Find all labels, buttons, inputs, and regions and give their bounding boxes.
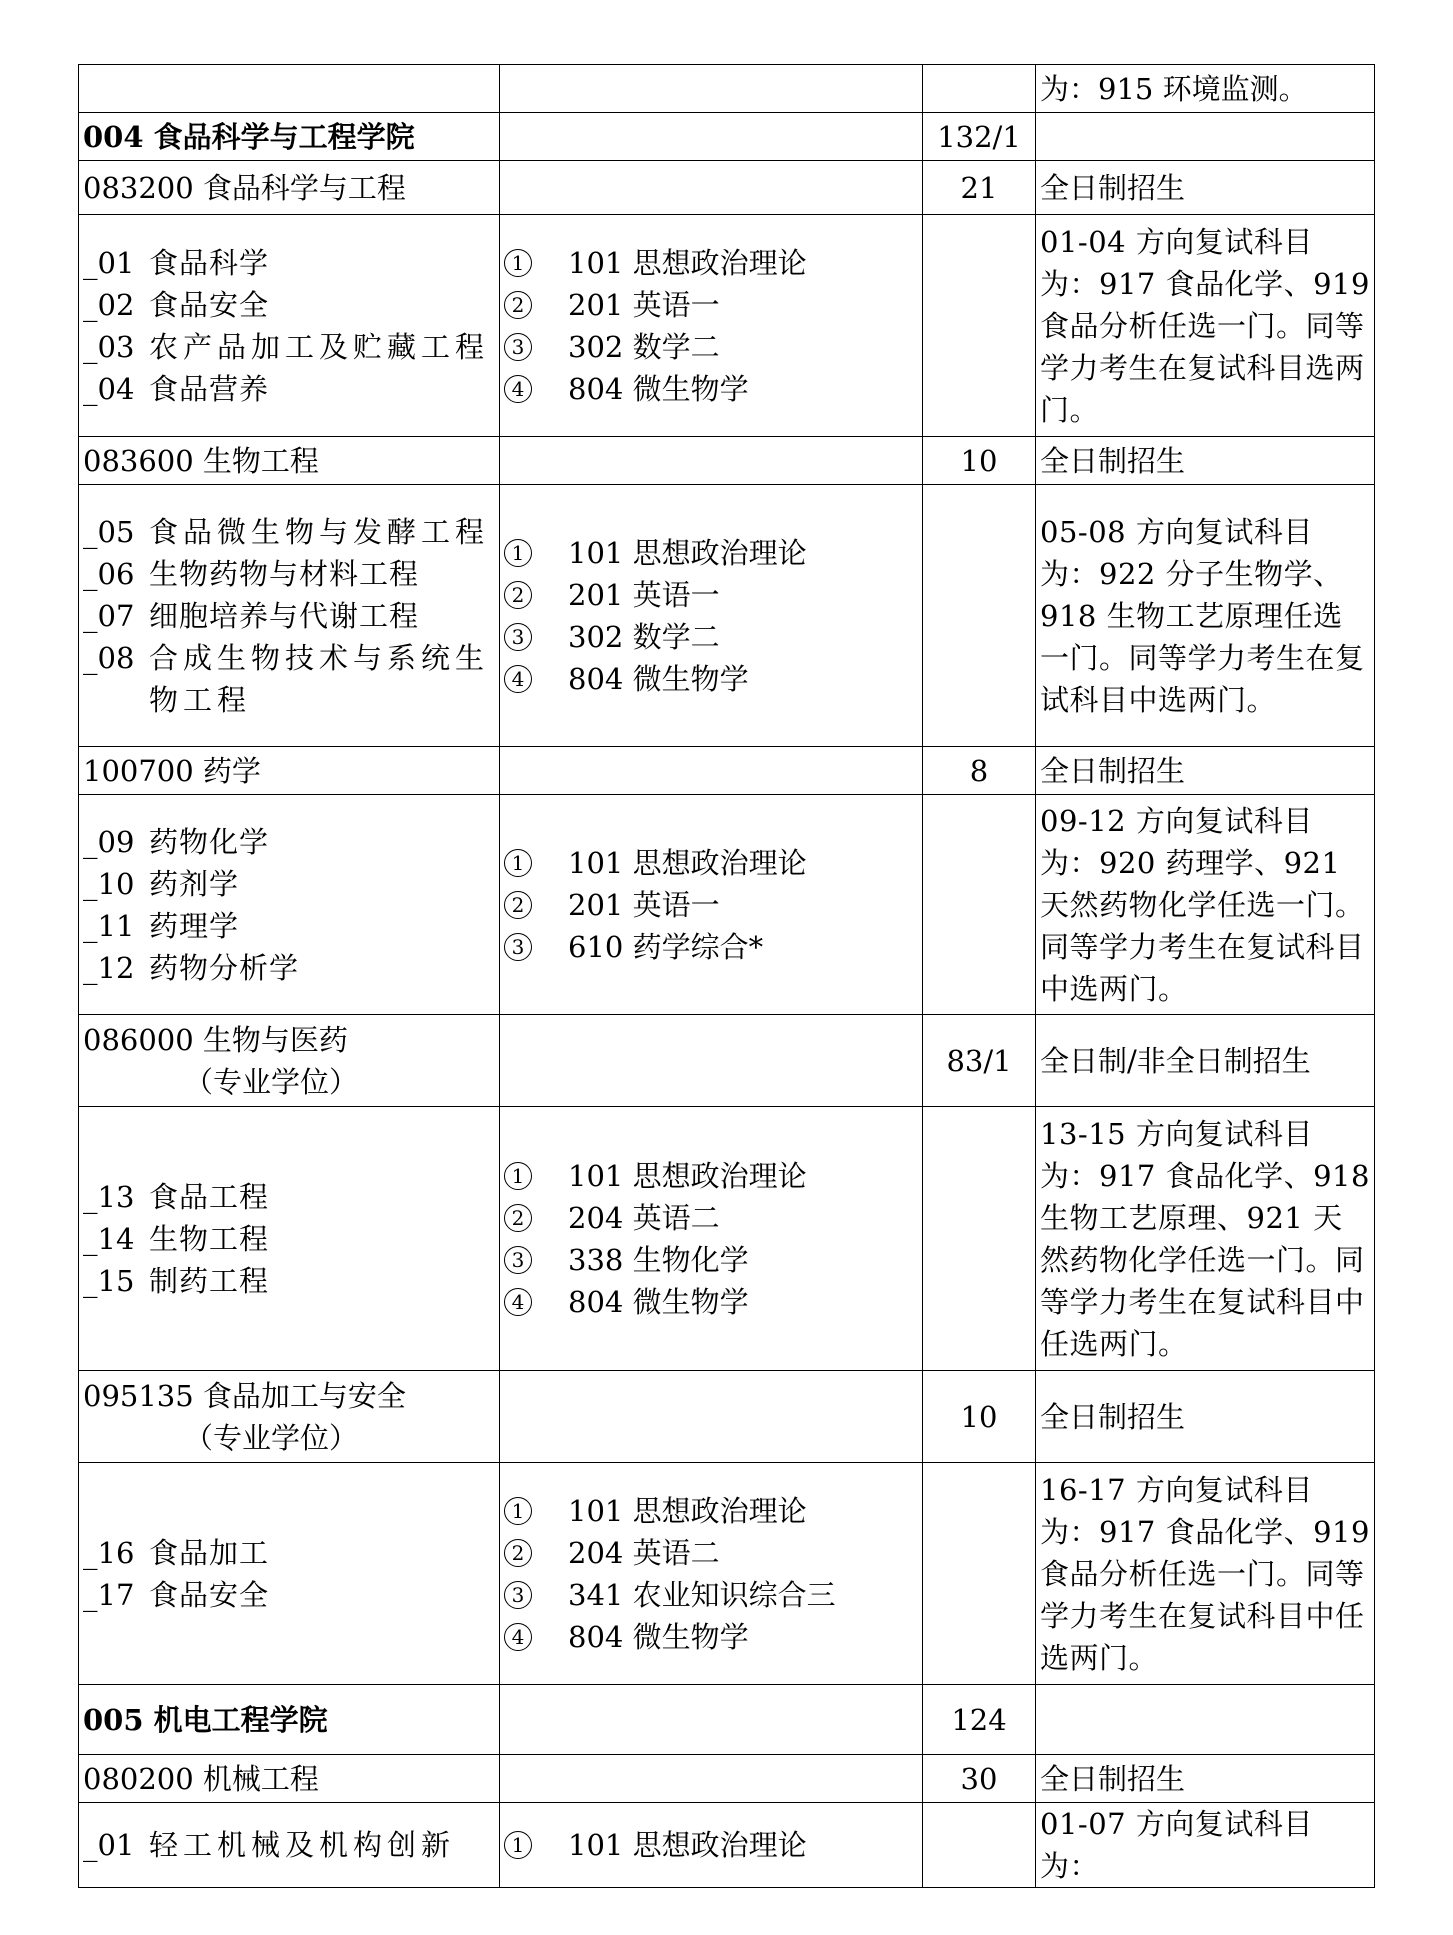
enrollment-mode: 全日制招生 <box>1036 437 1375 485</box>
direction-list <box>79 215 500 437</box>
retest-note: 05-08 方向复试科目为：922 分子生物学、918 生物工艺原理任选一门。同等学力考生在复试科目中选两门。 <box>1036 485 1375 747</box>
major-row-086000 <box>79 1015 1375 1107</box>
exam-subjects <box>500 795 923 1015</box>
exam-item: 1 101 思想政治理论 <box>504 842 918 884</box>
enrollment-mode: 全日制招生 <box>1036 161 1375 215</box>
circled-number: 2 <box>504 581 532 609</box>
major-name: 083200 食品科学与工程 <box>79 161 500 215</box>
cell-empty <box>500 1015 923 1107</box>
direction-item: _01 食品科学 <box>83 245 270 280</box>
enrollment-count: 10 <box>923 1371 1036 1463</box>
direction-item: _13 食品工程 <box>83 1179 270 1214</box>
direction-item: _14 生物工程 <box>83 1221 270 1256</box>
retest-note: 13-15 方向复试科目为：917 食品化学、918 生物工艺原理、921 天然药物化学任选一门。同等学力考生在复试科目中任选两门。 <box>1036 1107 1375 1371</box>
cell-empty <box>500 437 923 485</box>
enrollment-count: 8 <box>923 747 1036 795</box>
circled-number: 4 <box>504 1623 532 1651</box>
circled-number: 1 <box>504 249 532 277</box>
exam-item: 2 201 英语一 <box>504 284 918 326</box>
exam-item: 4 804 微生物学 <box>504 658 918 700</box>
direction-list <box>79 1803 500 1888</box>
major-row-083600 <box>79 437 1375 485</box>
exam-item: 1 101 思想政治理论 <box>504 1490 918 1532</box>
exam-subjects <box>500 485 923 747</box>
circled-number: 3 <box>504 333 532 361</box>
cell-empty <box>500 747 923 795</box>
exam-item: 1 101 思想政治理论 <box>504 1824 918 1866</box>
cell-empty <box>1036 1685 1375 1755</box>
direction-item: _02 食品安全 <box>83 287 270 322</box>
enrollment-count: 83/1 <box>923 1015 1036 1107</box>
retest-note: 09-12 方向复试科目为：920 药理学、921 天然药物化学任选一门。同等学力考生在复试科目中选两门。 <box>1036 795 1375 1015</box>
circled-number: 1 <box>504 1497 532 1525</box>
cell-empty <box>500 1371 923 1463</box>
exam-subjects <box>500 1463 923 1685</box>
cell-empty <box>500 65 923 113</box>
school-row-004 <box>79 113 1375 161</box>
cell-empty <box>500 113 923 161</box>
circled-number: 3 <box>504 623 532 651</box>
direction-item: _16 食品加工 <box>83 1535 270 1570</box>
direction-item: _12 药物分析学 <box>83 950 300 985</box>
direction-list <box>79 485 500 747</box>
exam-subjects <box>500 1803 923 1888</box>
note-cell: 为：915 环境监测。 <box>1036 65 1375 113</box>
enrollment-mode: 全日制/非全日制招生 <box>1036 1015 1375 1107</box>
cell-empty <box>1036 113 1375 161</box>
exam-item: 2 204 英语二 <box>504 1532 918 1574</box>
direction-item: _10 药剂学 <box>83 866 240 901</box>
exam-item: 3 302 数学二 <box>504 616 918 658</box>
cell-empty <box>923 795 1036 1015</box>
enrollment-count: 21 <box>923 161 1036 215</box>
exam-item: 1 101 思想政治理论 <box>504 1155 918 1197</box>
cell-empty <box>79 65 500 113</box>
enrollment-mode: 全日制招生 <box>1036 747 1375 795</box>
major-name: 083600 生物工程 <box>79 437 500 485</box>
exam-item: 3 302 数学二 <box>504 326 918 368</box>
direction-item: _07 细胞培养与代谢工程 <box>83 598 420 633</box>
circled-number: 4 <box>504 375 532 403</box>
table-row <box>79 65 1375 113</box>
circled-number: 1 <box>504 849 532 877</box>
circled-number: 2 <box>504 891 532 919</box>
direction-list <box>79 795 500 1015</box>
major-row-100700 <box>79 747 1375 795</box>
directions-row <box>79 215 1375 437</box>
cell-empty <box>500 1755 923 1803</box>
circled-number: 3 <box>504 1246 532 1274</box>
circled-number: 1 <box>504 1831 532 1859</box>
school-name: 005 机电工程学院 <box>79 1685 500 1755</box>
cell-empty <box>500 161 923 215</box>
circled-number: 4 <box>504 665 532 693</box>
direction-item: _09 药物化学 <box>83 824 270 859</box>
enrollment-mode: 全日制招生 <box>1036 1755 1375 1803</box>
exam-subjects <box>500 215 923 437</box>
circled-number: 3 <box>504 1581 532 1609</box>
major-name: 080200 机械工程 <box>79 1755 500 1803</box>
direction-item: _11 药理学 <box>83 908 240 943</box>
enrollment-count: 30 <box>923 1755 1036 1803</box>
retest-note: 16-17 方向复试科目为：917 食品化学、919 食品分析任选一门。同等学力考生在复试科目中任选两门。 <box>1036 1463 1375 1685</box>
retest-note: 01-04 方向复试科目为：917 食品化学、919 食品分析任选一门。同等学力考生在复试科目选两门。 <box>1036 215 1375 437</box>
directions-row <box>79 1107 1375 1371</box>
major-row-080200 <box>79 1755 1375 1803</box>
circled-number: 2 <box>504 291 532 319</box>
exam-item: 2 204 英语二 <box>504 1197 918 1239</box>
cell-empty <box>923 1803 1036 1888</box>
admission-catalog-table <box>78 64 1375 1888</box>
direction-item: _08 合成生物技术与系统生物工程 <box>83 640 490 717</box>
cell-empty <box>923 1463 1036 1685</box>
circled-number: 1 <box>504 539 532 567</box>
school-row-005 <box>79 1685 1375 1755</box>
direction-item: _06 生物药物与材料工程 <box>83 556 420 591</box>
circled-number: 2 <box>504 1204 532 1232</box>
enrollment-count: 10 <box>923 437 1036 485</box>
cell-empty <box>500 1685 923 1755</box>
major-row-083200 <box>79 161 1375 215</box>
exam-item: 2 201 英语一 <box>504 574 918 616</box>
direction-item: _04 食品营养 <box>83 371 270 406</box>
exam-item: 3 610 药学综合* <box>504 926 918 968</box>
major-name: 100700 药学 <box>79 747 500 795</box>
degree-type: （专业学位） <box>184 1064 359 1099</box>
exam-item: 1 101 思想政治理论 <box>504 532 918 574</box>
enrollment-count: 132/1 <box>923 113 1036 161</box>
exam-item: 3 341 农业知识综合三 <box>504 1574 918 1616</box>
cell-empty <box>923 1107 1036 1371</box>
exam-item: 4 804 微生物学 <box>504 1616 918 1658</box>
exam-item: 4 804 微生物学 <box>504 1281 918 1323</box>
exam-item: 3 338 生物化学 <box>504 1239 918 1281</box>
direction-list <box>79 1463 500 1685</box>
direction-item: _17 食品安全 <box>83 1577 270 1612</box>
school-name: 004 食品科学与工程学院 <box>79 113 500 161</box>
retest-note: 01-07 方向复试科目为： <box>1036 1803 1375 1888</box>
directions-row <box>79 795 1375 1015</box>
directions-row <box>79 1463 1375 1685</box>
circled-number: 2 <box>504 1539 532 1567</box>
exam-item: 1 101 思想政治理论 <box>504 242 918 284</box>
cell-empty <box>923 215 1036 437</box>
direction-item: _03 农产品加工及贮藏工程 <box>83 329 490 364</box>
major-name: 095135 食品加工与安全 （专业学位） <box>79 1371 500 1463</box>
direction-item: _01 轻工机械及机构创新 <box>83 1828 456 1862</box>
enrollment-mode: 全日制招生 <box>1036 1371 1375 1463</box>
direction-item: _05 食品微生物与发酵工程 <box>83 514 490 549</box>
circled-number: 4 <box>504 1288 532 1316</box>
major-name: 086000 生物与医药 （专业学位） <box>79 1015 500 1107</box>
exam-item: 4 804 微生物学 <box>504 368 918 410</box>
direction-list <box>79 1107 500 1371</box>
circled-number: 1 <box>504 1162 532 1190</box>
exam-item: 2 201 英语一 <box>504 884 918 926</box>
degree-type: （专业学位） <box>184 1420 359 1455</box>
directions-row <box>79 485 1375 747</box>
enrollment-count: 124 <box>923 1685 1036 1755</box>
cell-empty <box>923 485 1036 747</box>
cell-empty <box>923 65 1036 113</box>
circled-number: 3 <box>504 933 532 961</box>
major-row-095135 <box>79 1371 1375 1463</box>
exam-subjects <box>500 1107 923 1371</box>
direction-item: _15 制药工程 <box>83 1263 270 1298</box>
directions-row <box>79 1803 1375 1888</box>
